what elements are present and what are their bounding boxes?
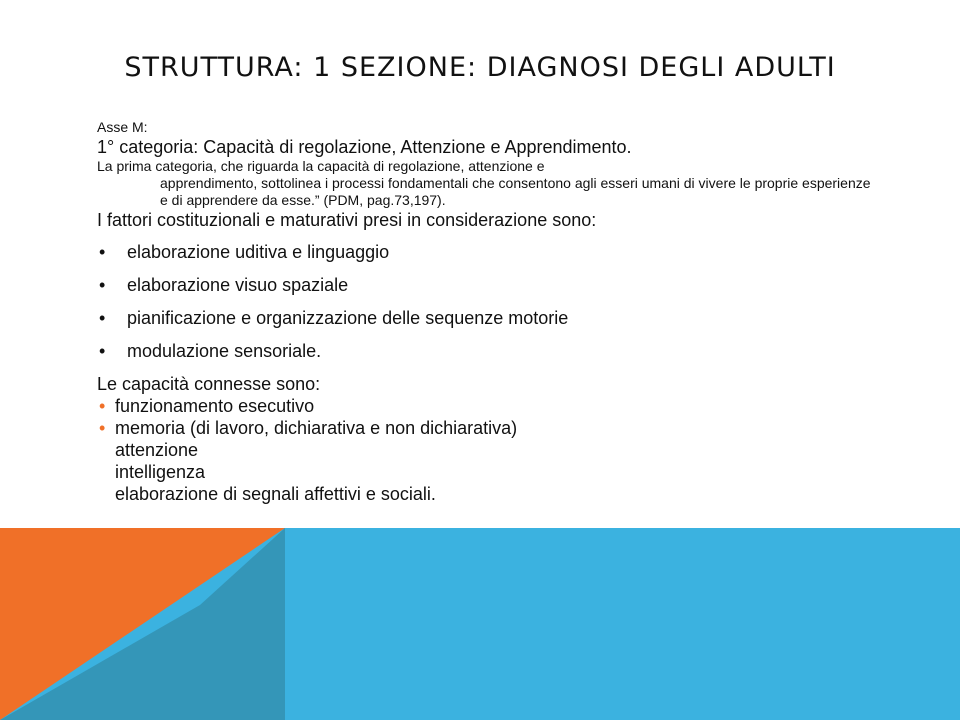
intro-first-line: La prima categoria, che riguarda la capacità di regolazione, attenzione e <box>97 158 545 174</box>
category-heading: 1° categoria: Capacità di regolazione, Attenzione e Apprendimento. <box>97 137 632 157</box>
factors-lead: I fattori costituzionali e maturativi presi in considerazione sono: <box>97 210 597 230</box>
intro-paragraph <box>97 158 877 209</box>
list-item: • elaborazione visuo spaziale <box>97 274 877 296</box>
list-item: • memoria (di lavoro, dichiarativa e non dichiarativa) <box>97 417 877 439</box>
list-item: elaborazione di segnali affettivi e sociali. <box>115 484 436 504</box>
capacities-list <box>97 395 877 505</box>
list-item: • funzionamento esecutivo <box>97 395 877 417</box>
list-item: • modulazione sensoriale. <box>97 340 877 362</box>
intro-continuation: apprendimento, sottolinea i processi fondamentali che consentono agli esseri umani di vivere le proprie esperienze e di apprendere da esse.” (PDM, pag.73,197). <box>160 175 871 208</box>
list-item: • elaborazione uditiva e linguaggio <box>97 241 877 263</box>
list-item: • pianificazione e organizzazione delle sequenze motorie <box>97 307 877 329</box>
factors-list <box>97 241 877 362</box>
list-item: intelligenza <box>115 462 206 482</box>
capacities-lead: Le capacità connesse sono: <box>97 374 321 394</box>
axis-label: Asse M: <box>97 119 148 135</box>
slide-title: STRUTTURA: 1 SEZIONE: DIAGNOSI DEGLI ADULTI <box>124 52 836 83</box>
slide-content <box>97 118 877 505</box>
list-item: attenzione <box>115 440 199 460</box>
